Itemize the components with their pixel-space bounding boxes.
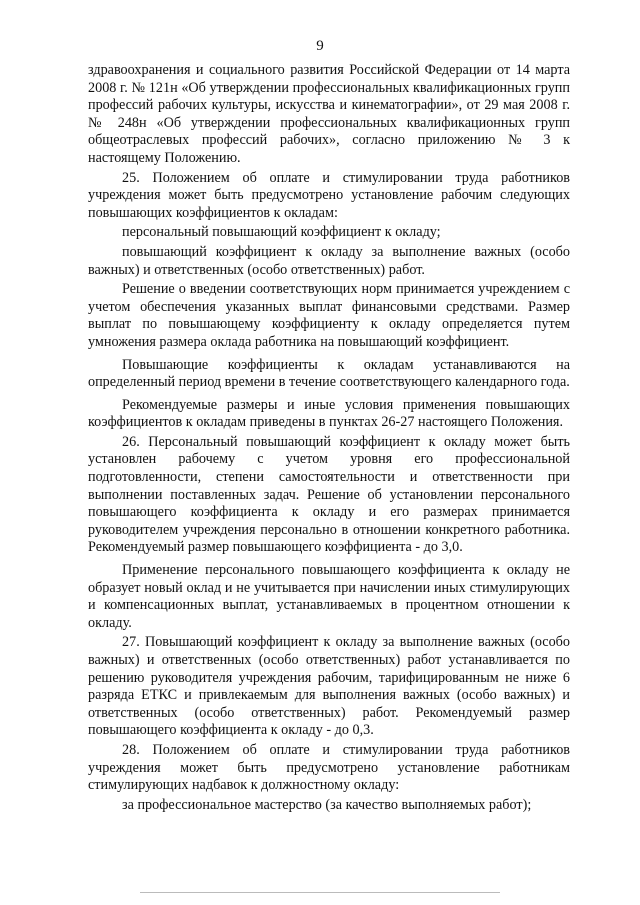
paragraph: Применение персонального повышающего коэффициента к окладу не образует новый оклад и не учитывается при начислении иных стимулирующих и компенсационных выплат, устанавливаемых в процентном отношении к окладу.: [88, 562, 570, 631]
paragraph-clause-25: 25. Положением об оплате и стимулировании труда работников учреждения может быть предусмотрено установление рабочим следующих повышающих коэффициентов к окладам:: [88, 169, 570, 221]
paragraph: Решение о введении соответствующих норм принимается учреждением с учетом обеспечения указанных выплат финансовыми средствами. Размер выплат по повышающему коэффициенту к окладу определяется путем умножения размера оклада работника на повышающий коэффициент.: [88, 281, 570, 350]
body-text: [88, 62, 570, 816]
paragraph: Рекомендуемые размеры и иные условия применения повышающих коэффициентов к окладам приведены в пунктах 26-27 настоящего Положения.: [88, 396, 570, 431]
paragraph: Повышающие коэффициенты к окладам устанавливаются на определенный период времени в течение соответствующего календарного года.: [88, 356, 570, 391]
paragraph-list-item: персональный повышающий коэффициент к окладу;: [122, 224, 441, 241]
footer-divider: [140, 892, 500, 893]
paragraph-clause-26: 26. Персональный повышающий коэффициент к окладу может быть установлен рабочему с учетом уровня его профессиональной подготовленности, степени самостоятельности и ответственности при выполнении поставленных задач. Решение об установлении персонального повышающего коэффициента к окладу и его размерах принимается руководителем учреждения персонально в отношении конкретного работника. Рекомендуемый размер повышающего коэффициента - до 3,0.: [88, 433, 570, 556]
page-number: 9: [316, 38, 324, 54]
paragraph-clause-28: 28. Положением об оплате и стимулировании труда работников учреждения может быть предусмотрено установление работникам стимулирующих надбавок к должностному окладу:: [88, 741, 570, 794]
paragraph-clause-27: 27. Повышающий коэффициент к окладу за выполнение важных (особо важных) и ответственных (особо ответственных) работ устанавливается по решению руководителя учреждения рабочим, тарифицированным не ниже 6 разряда ЕТКС и привлекаемым для выполнения важных (особо важных) и ответственных (особо ответственных) работ. Рекомендуемый размер повышающего коэффициента к окладу - до 0,3.: [88, 634, 570, 739]
paragraph-list-item: повышающий коэффициент к окладу за выполнение важных (особо важных) и ответственных (особо ответственных) работ.: [88, 243, 570, 278]
paragraph-list-item: за профессиональное мастерство (за качество выполняемых работ);: [122, 796, 532, 813]
paragraph-continuation: здравоохранения и социального развития Российской Федерации от 14 марта 2008 г. № 121н «Об утверждении профессиональных квалификационных групп профессий рабочих культуры, искусства и кинематографии», от 29 мая 2008 г. № 248н «Об утверждении профессиональных квалификационных групп общеотраслевых профессий рабочих», согласно приложению № 3 к настоящему Положению.: [88, 62, 570, 166]
